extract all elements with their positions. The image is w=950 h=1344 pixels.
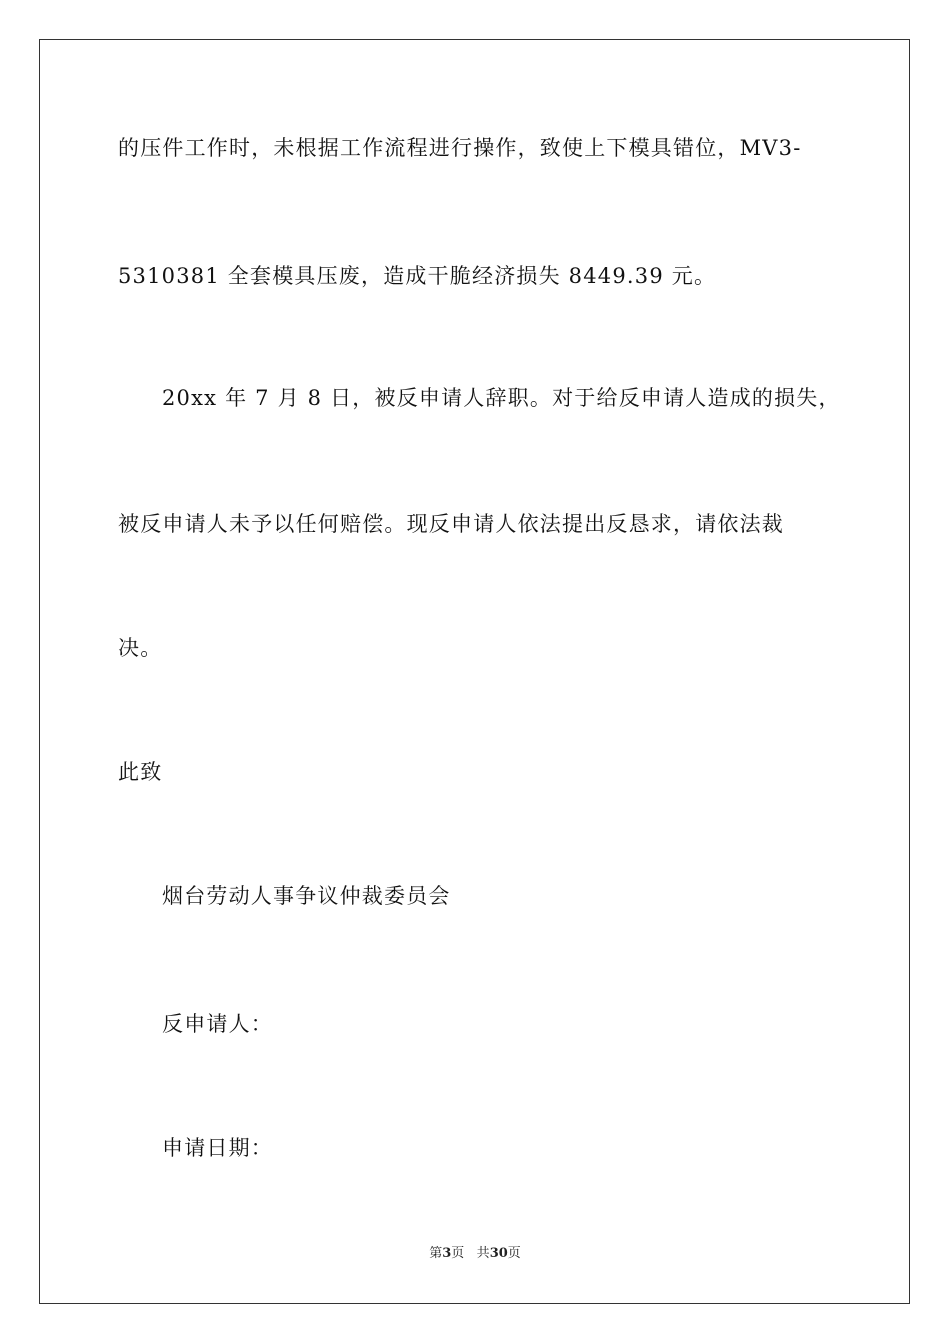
page-footer bbox=[0, 1245, 950, 1263]
date-label: 申请日期： bbox=[162, 1136, 273, 1160]
paragraph-2-line-3: 决。 bbox=[118, 636, 163, 660]
paragraph-1-line-1: 的压件工作时，未根据工作流程进行操作，致使上下模具错位，MV3- bbox=[118, 136, 802, 160]
paragraph-2-line-1: 20xx 年 7 月 8 日，被反申请人辞职。对于给反申请人造成的损失， bbox=[162, 386, 841, 410]
salutation: 此致 bbox=[118, 760, 163, 784]
recipient: 烟台劳动人事争议仲裁委员会 bbox=[162, 884, 451, 908]
page-border bbox=[39, 39, 910, 1304]
footer-total-pages: 30 bbox=[489, 1246, 508, 1261]
paragraph-1-line-2: 5310381 全套模具压废，造成干脆经济损失 8449.39 元。 bbox=[118, 264, 717, 288]
footer-page-prefix: 第 bbox=[429, 1246, 443, 1261]
footer-page-number: 3 bbox=[442, 1246, 452, 1261]
applicant-label: 反申请人： bbox=[162, 1012, 273, 1036]
footer-total-suffix: 页 bbox=[507, 1246, 521, 1261]
footer-total-prefix: 共 bbox=[476, 1246, 490, 1261]
paragraph-2-line-2: 被反申请人未予以任何赔偿。现反申请人依法提出反恳求，请依法裁 bbox=[118, 512, 784, 536]
footer-page-suffix: 页 bbox=[451, 1246, 465, 1261]
